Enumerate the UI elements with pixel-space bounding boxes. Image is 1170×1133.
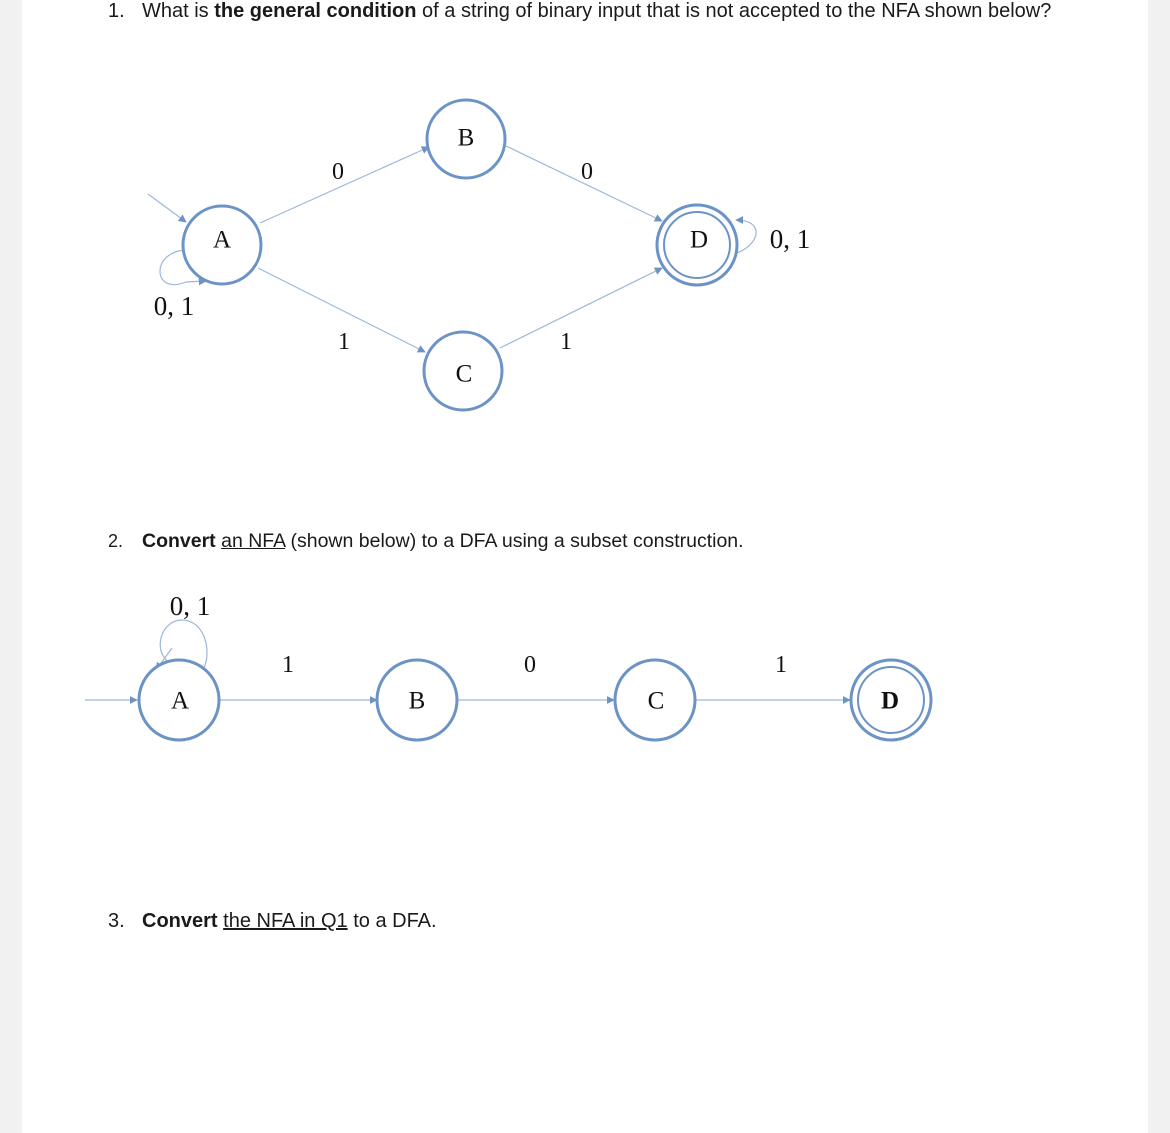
nfa1-edge-c-d — [500, 268, 662, 348]
nfa2-label-b: B — [408, 687, 426, 715]
nfa1-label-a: A — [212, 226, 232, 254]
question-3-bold: Convert — [142, 910, 218, 932]
nfa1-edge-a-b — [260, 147, 429, 223]
question-3-number: 3. — [108, 910, 125, 932]
question-2-link: an NFA — [221, 530, 286, 552]
question-1-number: 1. — [108, 0, 125, 22]
nfa1-trans-b-d: 0 — [581, 159, 593, 185]
question-2-text: Convert an NFA (shown below) to a DFA using a subset construction. — [142, 530, 744, 552]
nfa1-label-b: B — [457, 124, 475, 152]
nfa2-trans-b-c: 0 — [524, 652, 536, 678]
question-3-link: the NFA in Q1 — [223, 910, 348, 932]
nfa1-trans-self-a: 0, 1 — [153, 291, 195, 321]
nfa1-trans-a-c: 1 — [338, 329, 350, 355]
nfa2-trans-self-a: 0, 1 — [169, 591, 211, 621]
nfa1-label-c: C — [455, 360, 473, 388]
nfa2-trans-a-b: 1 — [282, 652, 294, 678]
nfa2-label-d: D — [880, 687, 900, 715]
nfa1-label-d: D — [689, 226, 709, 254]
nfa1-start-arrow — [148, 194, 186, 222]
question-2-number: 2. — [108, 531, 124, 551]
nfa2-label-c: C — [647, 687, 665, 715]
nfa2-label-a: A — [170, 687, 190, 715]
question-1-text: What is the general condition of a string of binary input that is not accepted to the NFA shown below? — [142, 0, 1052, 22]
nfa1-trans-self-d: 0, 1 — [769, 224, 811, 254]
nfa1-trans-a-b: 0 — [332, 159, 344, 185]
question-2-bold: Convert — [142, 530, 216, 552]
nfa2-trans-c-d: 1 — [775, 652, 787, 678]
question-3-text: Convert the NFA in Q1 to a DFA. — [142, 910, 437, 932]
nfa1-trans-c-d: 1 — [560, 329, 572, 355]
question-1-bold: the general condition — [214, 0, 417, 22]
